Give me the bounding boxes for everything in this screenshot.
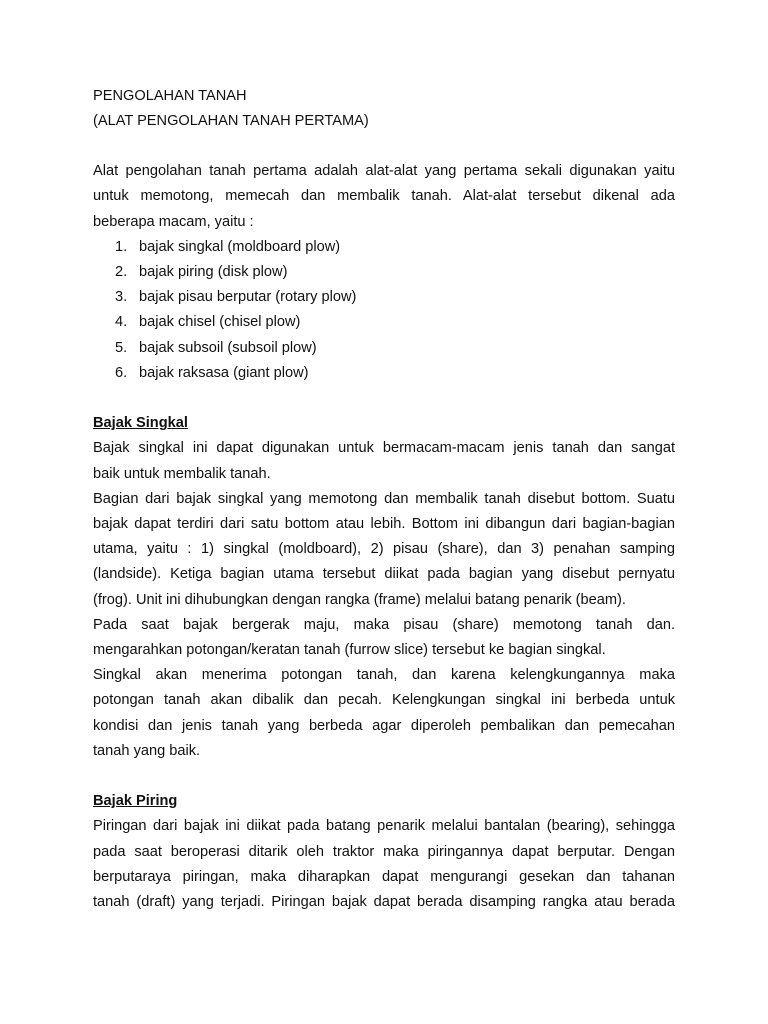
doc-subtitle: (ALAT PENGOLAHAN TANAH PERTAMA) (93, 113, 369, 129)
body-line: (frog). Unit ini dihubungkan dengan rangka (frame) melalui batang penarik (beam). (93, 591, 626, 608)
list-item (93, 260, 675, 285)
list-text: bajak singkal (moldboard plow) (139, 238, 341, 255)
doc-title: PENGOLAHAN TANAH (93, 88, 247, 104)
body-line: Pada saat bajak bergerak maju, maka pisau (share) memotong tanah dan. (93, 616, 675, 633)
body-line: Bajak singkal ini dapat digunakan untuk bermacam-macam jenis tanah dan sangat (93, 440, 675, 457)
section-heading-bajak-piring: Bajak Piring (93, 793, 178, 810)
list-item (93, 336, 675, 361)
body-line: potongan tanah akan dibalik dan pecah. Kelengkungan singkal ini berbeda untuk (93, 692, 675, 709)
section-heading-bajak-singkal: Bajak Singkal (93, 415, 188, 432)
spacer (93, 134, 675, 159)
list-item (93, 310, 675, 335)
intro-line: beberapa macam, yaitu : (93, 213, 254, 230)
list-number: 4. (115, 314, 128, 331)
body-line: kondisi dan jenis tanah yang berbeda agar diperoleh pembalikan dan pemecahan (93, 717, 675, 734)
body-line: tanah yang baik. (93, 742, 201, 759)
list-text: bajak pisau berputar (rotary plow) (139, 289, 357, 306)
section-body-bajak-piring (93, 814, 675, 915)
intro-line: Alat pengolahan tanah pertama adalah alat-alat yang pertama sekali digunakan yaitu (93, 163, 675, 180)
spacer (93, 764, 675, 789)
list-text: bajak subsoil (subsoil plow) (139, 339, 317, 356)
body-line: Bagian dari bajak singkal yang memotong dan membalik tanah disebut bottom. Suatu (93, 490, 675, 507)
section-body-bajak-singkal (93, 436, 675, 764)
intro-paragraph (93, 159, 675, 235)
list-number: 6. (115, 364, 128, 381)
list-number: 5. (115, 339, 128, 356)
body-line: tanah (draft) yang terjadi. Piringan bajak dapat berada disamping rangka atau berada (93, 894, 675, 911)
list-text: bajak raksasa (giant plow) (139, 364, 309, 381)
body-line: Piringan dari bajak ini diikat pada batang penarik melalui bantalan (bearing), sehingga (93, 818, 675, 835)
body-line: berputaraya piringan, maka diharapkan dapat mengurangi gesekan dan tahanan (93, 868, 675, 885)
list-number: 2. (115, 264, 128, 280)
body-line: utama, yaitu : 1) singkal (moldboard), 2) pisau (share), dan 3) penahan samping (93, 541, 675, 558)
list-item (93, 361, 675, 386)
list-text: bajak chisel (chisel plow) (139, 314, 301, 331)
list-number: 3. (115, 289, 128, 306)
body-line: bajak dapat terdiri dari satu bottom atau lebih. Bottom ini dibangun dari bagian-bagian (93, 516, 675, 533)
body-line: baik untuk membalik tanah. (93, 465, 271, 482)
list-text: bajak piring (disk plow) (139, 264, 288, 280)
plow-list (93, 235, 675, 386)
body-line: (landside). Ketiga bagian utama tersebut diikat pada bagian yang disebut pernyatu (93, 566, 675, 583)
list-item (93, 285, 675, 310)
body-line: pada saat beroperasi ditarik oleh traktor maka piringannya dapat berputar. Dengan (93, 843, 675, 860)
document-page (93, 84, 675, 915)
intro-line: untuk memotong, memecah dan membalik tanah. Alat-alat tersebut dikenal ada (93, 188, 675, 205)
spacer (93, 386, 675, 411)
list-number: 1. (115, 238, 128, 255)
list-item (93, 235, 675, 260)
body-line: mengarahkan potongan/keratan tanah (furrow slice) tersebut ke bagian singkal. (93, 642, 606, 659)
body-line: Singkal akan menerima potongan tanah, dan karena kelengkungannya maka (93, 667, 675, 684)
